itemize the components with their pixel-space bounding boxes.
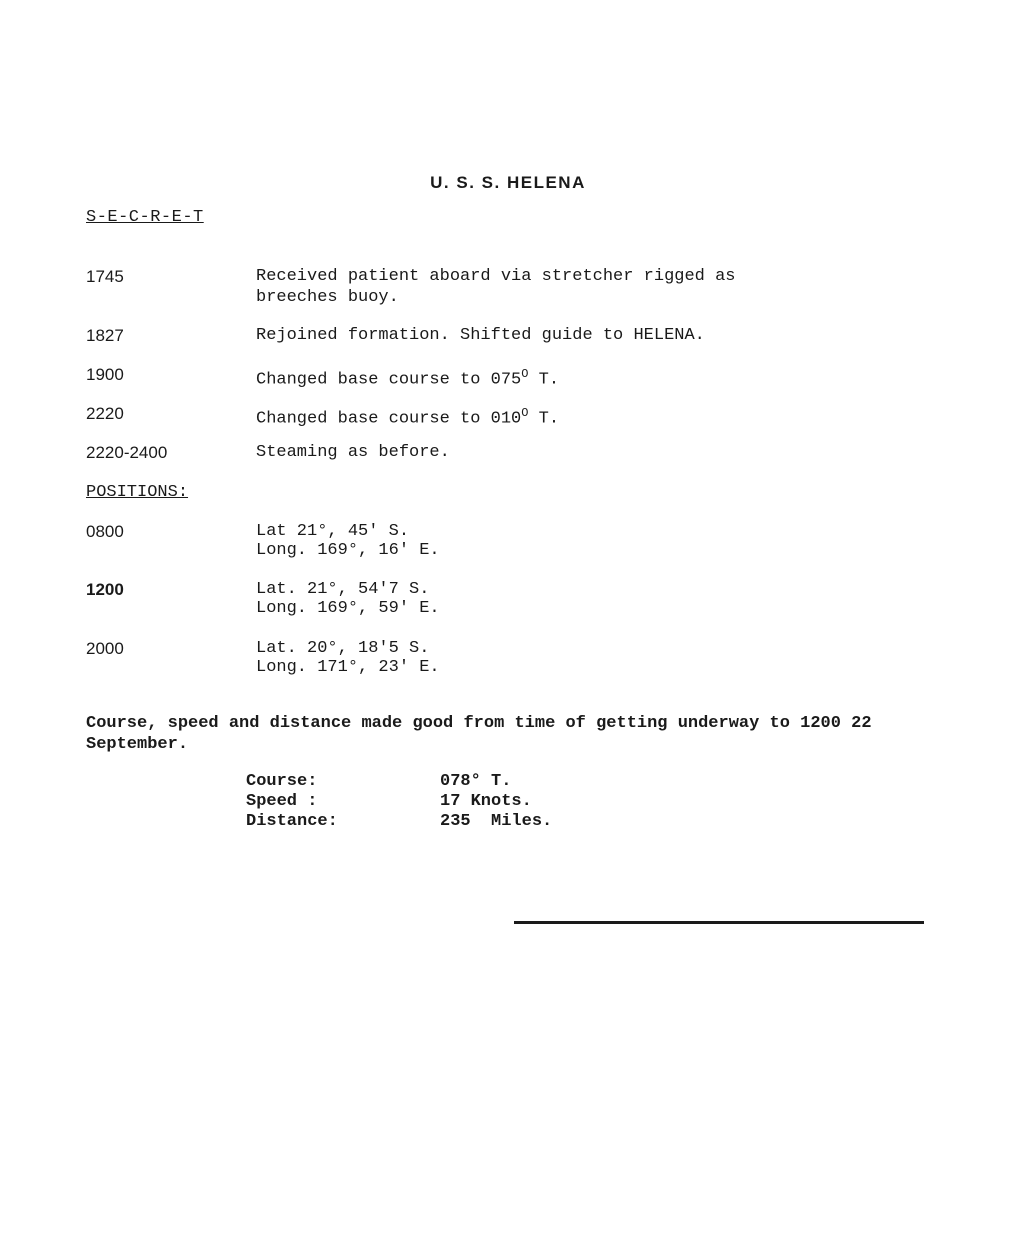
log-entry-time: 2220-2400 — [86, 443, 168, 462]
made-good-value: 235 Miles. — [440, 812, 553, 831]
position-latitude: Lat. 21°, 54'7 S. — [256, 580, 430, 599]
made-good-summary: Course, speed and distance made good from time of getting underway to 1200 22 September. — [86, 714, 872, 754]
position-time: 1200 — [86, 580, 124, 599]
classification-marking: S-E-C-R-E-T — [86, 208, 204, 227]
log-entry-text: Received patient aboard via stretcher rigged as breeches buoy. — [256, 267, 736, 307]
made-good-value: 17 Knots. — [440, 792, 532, 811]
log-entry-text: Changed base course to $010^O$ T. — [256, 406, 560, 429]
ship-title: U. S. S. HELENA — [430, 173, 586, 192]
made-good-row — [246, 792, 646, 812]
position-latitude: Lat 21°, 45' S. — [256, 522, 410, 541]
made-good-label: Speed : — [246, 792, 318, 811]
made-good-label: Distance: — [246, 812, 338, 831]
made-good-value: 078° T. — [440, 772, 512, 791]
log-entry-text: Steaming as before. — [256, 443, 450, 462]
position-longitude: Long. 169°, 59' E. — [256, 599, 440, 618]
log-entry-time: 1745 — [86, 267, 124, 286]
log-entry-time: 1827 — [86, 326, 124, 345]
positions-heading: POSITIONS: — [86, 483, 189, 502]
log-entry-text: Changed base course to $075^O$ T. — [256, 367, 560, 390]
log-entry-text: Rejoined formation. Shifted guide to HELENA. — [256, 326, 705, 345]
made-good-row — [246, 772, 646, 792]
position-time: 2000 — [86, 639, 124, 658]
made-good-row — [246, 812, 646, 832]
made-good-label: Course: — [246, 772, 318, 791]
position-latitude: Lat. 20°, 18'5 S. — [256, 639, 430, 658]
position-time: 0800 — [86, 522, 124, 541]
position-longitude: Long. 171°, 23' E. — [256, 658, 440, 677]
position-longitude: Long. 169°, 16' E. — [256, 541, 440, 560]
signature-line — [514, 921, 924, 924]
log-entry-time: 2220 — [86, 404, 124, 423]
made-good-table — [246, 772, 646, 832]
log-entry-time: 1900 — [86, 365, 124, 384]
